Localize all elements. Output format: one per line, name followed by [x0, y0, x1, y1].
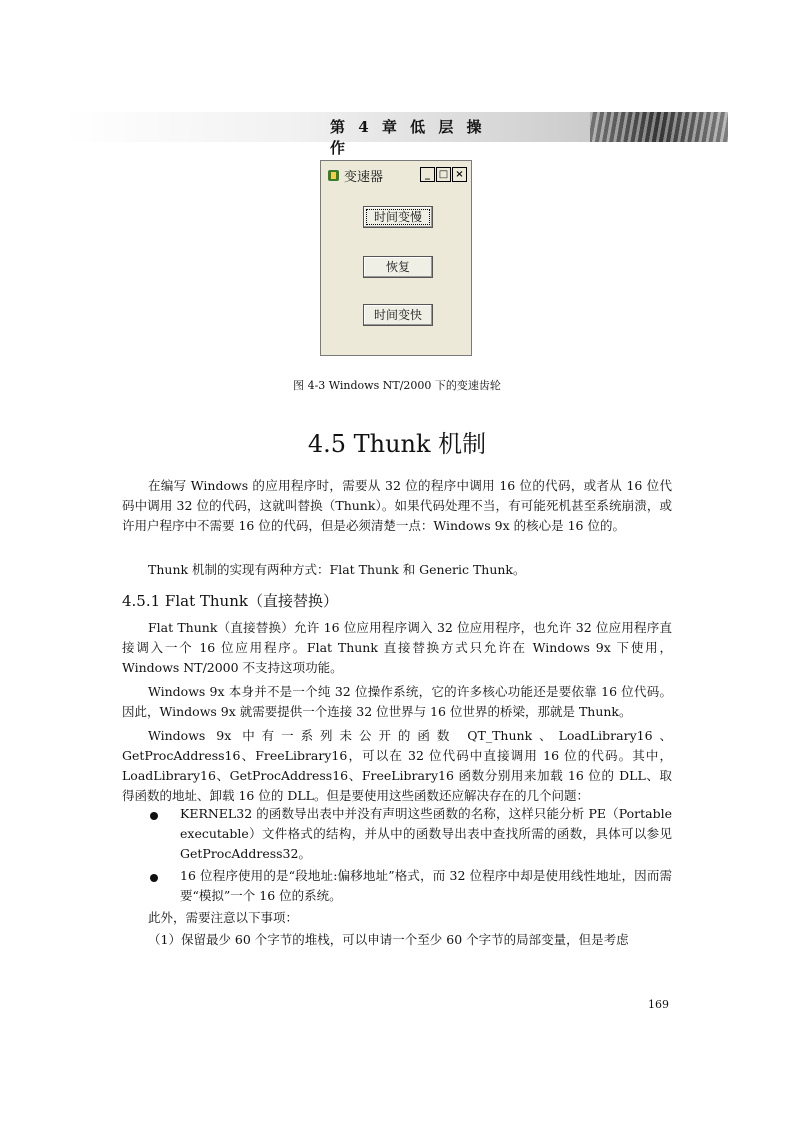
window-titlebar[interactable] [323, 164, 469, 186]
minimize-button[interactable]: _ [420, 167, 435, 182]
paragraph-intro: 在编写 Windows 的应用程序时，需要从 32 位的程序中调用 16 位的代码，或者从 16 位代码中调用 32 位的代码，这就叫替换（Thunk）。如果代码处理不当，有可能死机甚至系统崩溃，或许用户程序中不需要 16 位的代码，但是必须清楚一点：Windows 9x 的核心是 16 位的。 [122, 478, 672, 533]
paragraph-thunk-functions: Windows 9x 中有一系列未公开的函数 QT_Thunk、LoadLibrary16、GetProcAddress16、FreeLibrary16，可以在 32 位代码中直接调用 16 位的代码。其中，LoadLibrary16、GetProcAddress16、FreeLibrary16 函数分别用来加载 16 位的 DLL、取得函数的地址、卸载 16 位的 DLL。但是要使用这些函数还应解决存在的几个问题： [122, 728, 672, 803]
bullet-item-segment-address: 16 位程序使用的是“段地址:偏移地址”格式，而 32 位程序中却是使用线性地址，因而需要“模拟”一个 16 位的系统。 [180, 868, 672, 903]
bullet-item-kernel32: KERNEL32 的函数导出表中并没有声明这些函数的名称，这样只能分析 PE（Portable executable）文件格式的结构，并从中的函数导出表中查找所需的函数，具体可以参见 GetProcAddress32。 [180, 806, 672, 861]
slow-down-button[interactable]: 时间变慢 [363, 206, 433, 228]
paragraph-win9x-core: Windows 9x 本身并不是一个纯 32 位操作系统，它的许多核心功能还是要依靠 16 位代码。因此，Windows 9x 就需要提供一个连接 32 位世界与 16 位世界的桥梁，那就是 Thunk。 [122, 684, 672, 719]
window-controls [420, 167, 467, 182]
speed-gear-window [320, 160, 472, 356]
bullet-marker [150, 812, 158, 820]
speed-up-button[interactable]: 时间变快 [363, 304, 433, 326]
paragraph-thunk-methods: Thunk 机制的实现有两种方式：Flat Thunk 和 Generic Thunk。 [148, 562, 526, 577]
paragraph-flat-thunk: Flat Thunk（直接替换）允许 16 位应用程序调入 32 位应用程序，也允许 32 位应用程序直接调入一个 16 位应用程序。Flat Thunk 直接替换方式只允许在 Windows 9x 下使用，Windows NT/2000 不支持这项功能。 [122, 620, 672, 675]
restore-button[interactable]: 恢复 [363, 256, 433, 278]
chapter-header-title: 第 4 章 低 层 操 作 [330, 118, 486, 157]
header-keyboard-image [590, 112, 728, 142]
page-number: 169 [648, 998, 669, 1011]
window-title: 变速器 [344, 169, 384, 185]
close-button[interactable]: × [452, 167, 467, 182]
section-title: 4.5 Thunk 机制 [307, 430, 487, 458]
paragraph-notes-intro: 此外，需要注意以下事项： [148, 910, 299, 925]
subsection-title: 4.5.1 Flat Thunk（直接替换） [122, 592, 338, 610]
figure-caption: 图 4-3 Windows NT/2000 下的变速齿轮 [293, 379, 501, 392]
paragraph-note-1: （1）保留最少 60 个字节的堆栈，可以申请一个至少 60 个字节的局部变量，但是考虑 [148, 932, 629, 947]
app-icon [327, 169, 340, 182]
maximize-button[interactable]: □ [436, 167, 451, 182]
bullet-marker [150, 874, 158, 882]
